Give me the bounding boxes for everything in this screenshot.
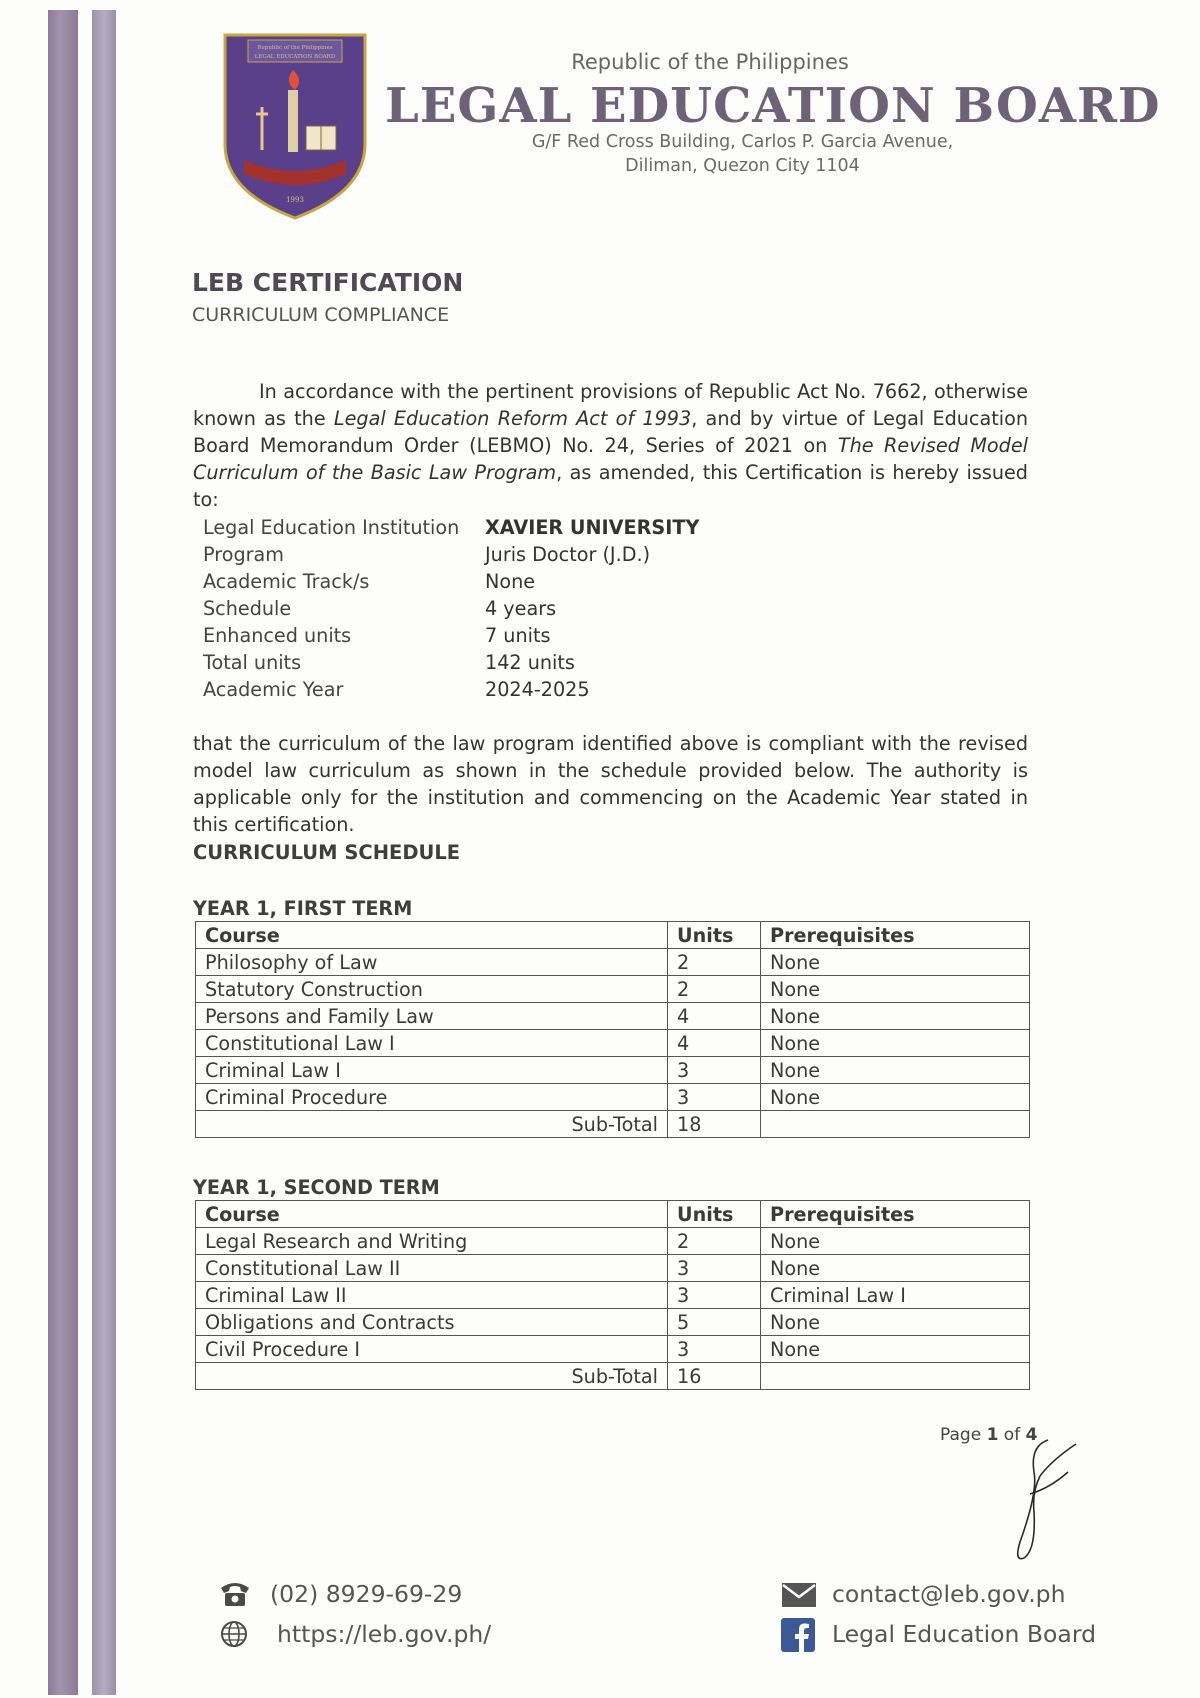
signature-initials (990, 1432, 1090, 1572)
header-address: G/F Red Cross Building, Carlos P. Garcia Avenue, Diliman, Quezon City 1104 (531, 132, 954, 176)
footer-facebook[interactable]: Legal Education Board (832, 1620, 1096, 1648)
course-table-term-1 (195, 921, 1030, 1138)
left-decorative-bar-inner (92, 10, 116, 1695)
table-row: Constitutional Law I 4 None (196, 1030, 1030, 1057)
facebook-icon (781, 1618, 815, 1652)
detail-row: Schedule 4 years (203, 597, 557, 620)
header-republic: Republic of the Philippines (571, 50, 849, 74)
detail-row: Program Juris Doctor (J.D.) (203, 543, 651, 566)
certification-title: LEB CERTIFICATION (192, 268, 464, 297)
institution-details (203, 514, 699, 703)
globe-icon (219, 1619, 249, 1649)
certification-subtitle: CURRICULUM COMPLIANCE (192, 304, 450, 326)
table-row: Civil Procedure I 3 None (196, 1336, 1030, 1363)
intro-paragraph: In accordance with the pertinent provisions of Republic Act No. 7662, otherwise known as the Legal Education Reform Act of 1993, and by virtue of Legal Education Board Memorandum Order (LEBMO) No. 24, Series of 2021 on The Revised Model Curriculum of the Basic Law Program, as amended, this Certification is hereby issued to: (193, 380, 1028, 511)
detail-row: Academic Track/s None (203, 570, 536, 593)
svg-text:Republic of the Philippines: Republic of the Philippines (257, 45, 333, 51)
subtotal-row: Sub-Total 18 (196, 1111, 1030, 1138)
svg-text:LEGAL EDUCATION BOARD: LEGAL EDUCATION BOARD (254, 54, 336, 60)
phone-icon (218, 1580, 252, 1608)
svg-text:1993: 1993 (286, 196, 304, 204)
table-header-row: Course Units Prerequisites (196, 922, 1030, 949)
table-row: Criminal Procedure 3 None (196, 1084, 1030, 1111)
table-row: Constitutional Law II 3 None (196, 1255, 1030, 1282)
term-label: YEAR 1, FIRST TERM (193, 897, 413, 920)
page-number: Page 1 of 4 (940, 1425, 1038, 1445)
compliance-paragraph: that the curriculum of the law program identified above is compliant with the revised model law curriculum as shown in the schedule provided below. The authority is applicable only for the institution and commencing on the Academic Year stated in this certification. (193, 732, 1028, 836)
term-label: YEAR 1, SECOND TERM (193, 1176, 440, 1199)
table-row: Philosophy of Law 2 None (196, 949, 1030, 976)
table-row: Persons and Family Law 4 None (196, 1003, 1030, 1030)
course-table-term-2 (195, 1200, 1030, 1390)
detail-row: Academic Year 2024-2025 (203, 678, 590, 701)
detail-row: Enhanced units 7 units (203, 624, 551, 647)
leb-seal-logo (222, 32, 368, 222)
table-row: Legal Research and Writing 2 None (196, 1228, 1030, 1255)
table-row: Criminal Law I 3 None (196, 1057, 1030, 1084)
detail-row: Legal Education Institution XAVIER UNIVERSITY (203, 516, 700, 539)
footer-phone: (02) 8929-69-29 (270, 1580, 463, 1608)
subtotal-row: Sub-Total 16 (196, 1363, 1030, 1390)
table-row: Criminal Law II 3 Criminal Law I (196, 1282, 1030, 1309)
email-icon (781, 1582, 817, 1608)
header-agency-name: LEGAL EDUCATION BOARD (385, 78, 1161, 134)
table-row: Obligations and Contracts 5 None (196, 1309, 1030, 1336)
detail-row: Total units 142 units (203, 651, 575, 674)
footer-email[interactable]: contact@leb.gov.ph (832, 1580, 1066, 1608)
footer-website[interactable]: https://leb.gov.ph/ (277, 1620, 492, 1648)
table-row: Statutory Construction 2 None (196, 976, 1030, 1003)
left-decorative-bar (48, 10, 78, 1695)
schedule-title: CURRICULUM SCHEDULE (193, 841, 461, 864)
table-header-row: Course Units Prerequisites (196, 1201, 1030, 1228)
